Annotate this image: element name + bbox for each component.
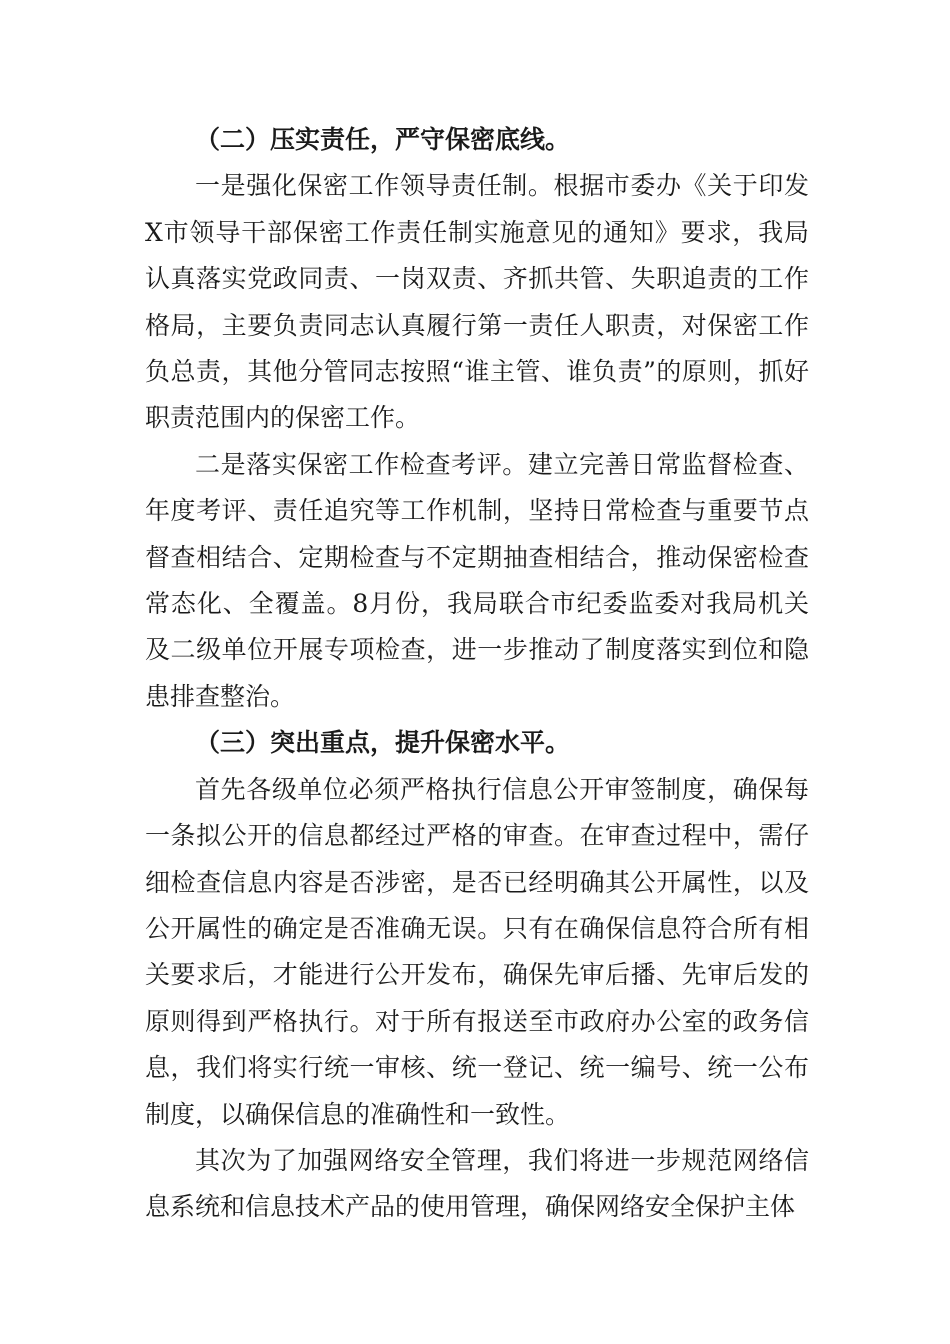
paragraph-information-disclosure: 首先各级单位必须严格执行信息公开审签制度，确保每一条拟公开的信息都经过严格的审查。在审查过程中，需仔细检查信息内容是否涉密，是否已经明确其公开属性，以及公开属性的确定是否准确无误。只有在确保信息符合所有相关要求后，才能进行公开发布，确保先审后播、先审后发的原则得到严格执行。对于所有报送至市政府办公室的政务信息，我们将实行统一审核、统一登记、统一编号、统一公布制度，以确保信息的准确性和一致性。	[145, 774, 809, 1129]
document-body	[145, 117, 809, 1231]
paragraph-network-security: 其次为了加强网络安全管理，我们将进一步规范网络信息系统和信息技术产品的使用管理，确保网络安全保护主体	[145, 1145, 809, 1222]
paragraph-inspection-evaluation: 二是落实保密工作检查考评。建立完善日常监督检查、年度考评、责任追究等工作机制，坚持日常检查与重要节点督查相结合、定期检查与不定期抽查相结合，推动保密检查常态化、全覆盖。8月份，我局联合市纪委监委对我局机关及二级单位开展专项检查，进一步推动了制度落实到位和隐患排查整治。	[145, 449, 809, 711]
paragraph-responsibility-system: 一是强化保密工作领导责任制。根据市委办《关于印发X市领导干部保密工作责任制实施意见的通知》要求，我局认真落实党政同责、一岗双责、齐抓共管、失职追责的工作格局，主要负责同志认真履行第一责任人职责，对保密工作负总责，其他分管同志按照“谁主管、谁负责”的原则，抓好职责范围内的保密工作。	[145, 171, 809, 433]
section-heading-2: （二）压实责任，严守保密底线。	[195, 125, 571, 154]
section-heading-3: （三）突出重点，提升保密水平。	[195, 728, 571, 758]
